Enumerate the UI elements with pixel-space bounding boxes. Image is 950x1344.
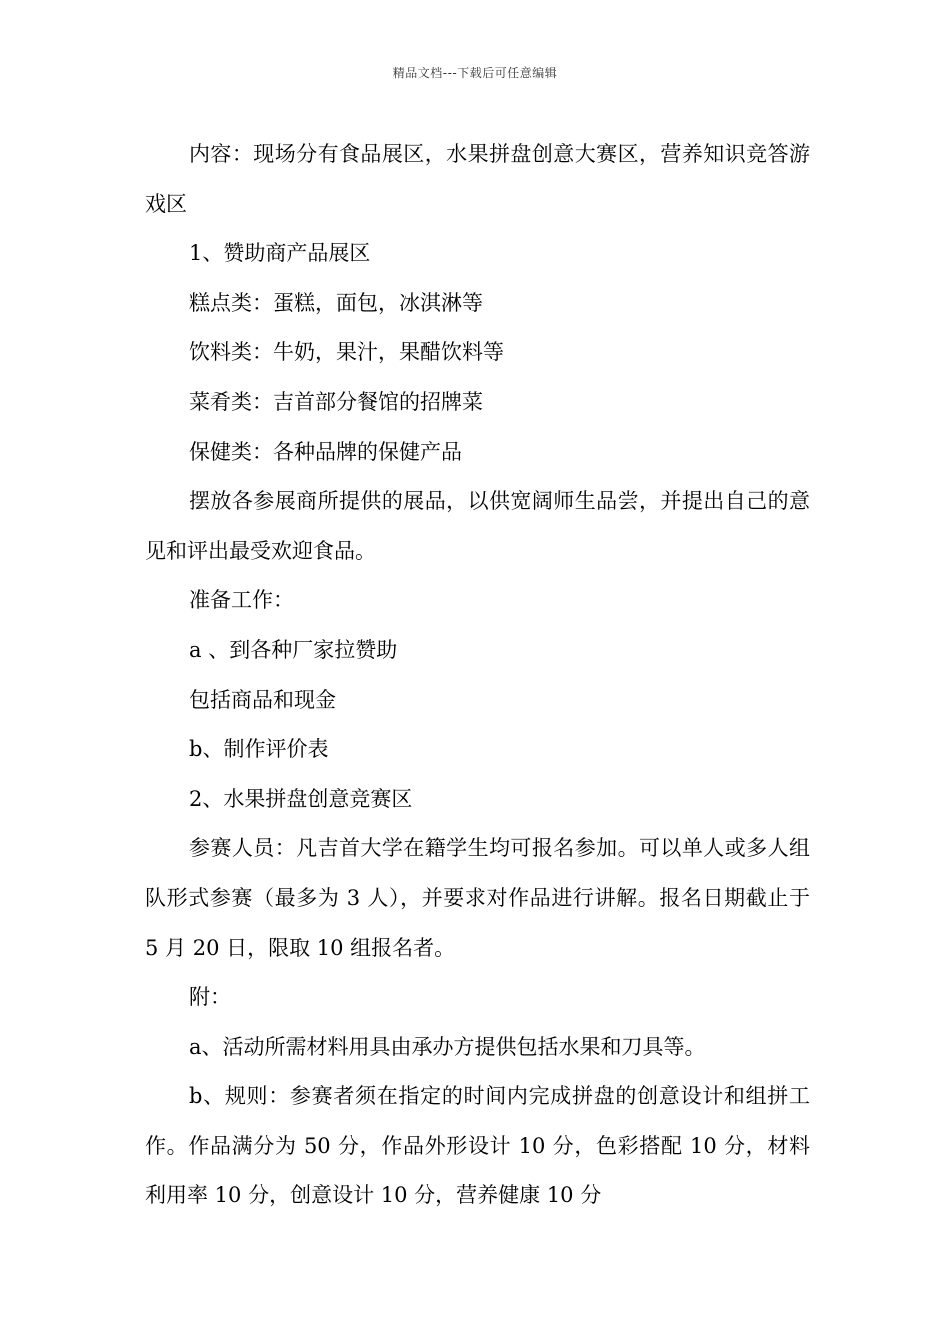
- paragraph-dishes: 菜肴类：吉首部分餐馆的招牌菜: [189, 389, 483, 414]
- paragraph-prep-a: a 、到各种厂家拉赞助: [189, 637, 398, 662]
- paragraph-participants: 参赛人员：凡吉首大学在籍学生均可报名参加。可以单人或多人组队形式参赛（最多为 3 人），并要求对作品进行讲解。报名日期截止于 5 月 20 日，限取 10 组报名者。: [145, 836, 810, 960]
- document-body: [145, 130, 810, 1221]
- paragraph-appendix: 附：: [189, 985, 231, 1010]
- paragraph-preparation: 准备工作：: [189, 588, 294, 613]
- paragraph-fruit-area-heading: 2、水果拼盘创意竞赛区: [189, 786, 413, 811]
- paragraph-content-overview: 内容：现场分有食品展区，水果拼盘创意大赛区，营养知识竞答游戏区: [145, 142, 810, 216]
- paragraph-appendix-a: a、活动所需材料用具由承办方提供包括水果和刀具等。: [189, 1034, 706, 1059]
- page-header: 精品文档---下载后可任意编辑: [392, 66, 558, 80]
- paragraph-pastry: 糕点类：蛋糕，面包，冰淇淋等: [189, 290, 483, 315]
- paragraph-display: 摆放各参展商所提供的展品，以供宽阔师生品尝，并提出自己的意见和评出最受欢迎食品。: [145, 489, 810, 563]
- paragraph-health: 保健类：各种品牌的保健产品: [189, 439, 462, 464]
- paragraph-sponsor-area-heading: 1、赞助商产品展区: [189, 241, 371, 266]
- paragraph-appendix-b: b、规则：参赛者须在指定的时间内完成拼盘的创意设计和组拼工作。作品满分为 50 分，作品外形设计 10 分，色彩搭配 10 分，材料利用率 10 分，创意设计 10 分，营养健康 10 分: [145, 1084, 810, 1208]
- paragraph-prep-a-detail: 包括商品和现金: [189, 687, 336, 712]
- paragraph-prep-b: b、制作评价表: [189, 737, 329, 762]
- paragraph-drinks: 饮料类：牛奶，果汁，果醋饮料等: [189, 340, 504, 365]
